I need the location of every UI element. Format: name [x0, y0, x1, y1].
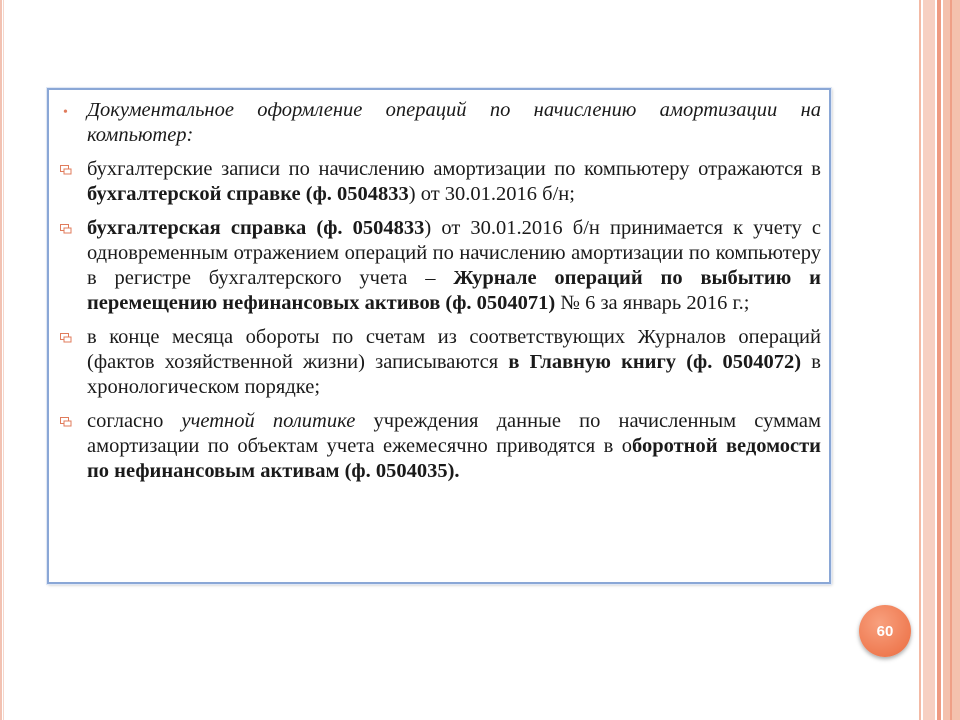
square-bullet-icon	[60, 417, 72, 427]
list-item	[59, 409, 821, 484]
item-bold-text: боротной ведомости по нефинансовым активам (ф. 0504035).	[87, 435, 821, 482]
item-text: ) от 30.01.2016 б/н принимается к учету с одновременным отражением операций по начислению амортизации по компьютеру в регистре бухгалтерского учета –	[87, 217, 821, 289]
dot-icon: •	[63, 105, 68, 120]
item-text: в хронологическом порядке;	[87, 351, 821, 398]
item-bold-text: Журнале операций по выбытию и перемещению нефинансовых активов (ф. 0504071)	[87, 267, 821, 314]
content-box	[47, 88, 831, 584]
list-item	[59, 325, 821, 400]
item-text: согласно	[87, 410, 182, 432]
square-bullet-icon	[60, 165, 72, 175]
bullet-list	[59, 98, 821, 493]
right-decorative-strip	[919, 0, 960, 720]
item-bold-text: бухгалтерской справке (ф. 0504833	[87, 183, 409, 205]
item-text: учреждения данные по начисленным суммам амортизации по объектам учета ежемесячно приводятся в о	[87, 410, 821, 457]
item-text: № 6 за январь 2016 г.;	[555, 292, 750, 314]
item-text: в конце месяца обороты по счетам из соответствующих Журналов операций (фактов хозяйственной жизни) записываются	[87, 326, 821, 373]
item-italic-text: учетной политике	[181, 410, 356, 432]
item-text: бухгалтерские записи по начислению амортизации по компьютеру отражаются в	[87, 158, 821, 180]
list-item	[59, 157, 821, 207]
left-edge-line	[0, 0, 2, 720]
heading-text: Документальное оформление операций по начислению амортизации на компьютер:	[87, 99, 821, 146]
square-bullet-icon	[60, 224, 72, 234]
list-item-heading	[59, 98, 821, 148]
page-number-badge	[859, 605, 911, 657]
left-edge-line-inner	[3, 0, 4, 720]
item-bold-text: в Главную книгу (ф. 0504072)	[508, 351, 802, 373]
item-text: ) от 30.01.2016 б/н;	[408, 183, 575, 205]
list-item	[59, 216, 821, 316]
item-bold-text: бухгалтерская справка (ф. 0504833	[87, 217, 425, 239]
page-number: 60	[876, 622, 894, 640]
square-bullet-icon	[60, 333, 72, 343]
